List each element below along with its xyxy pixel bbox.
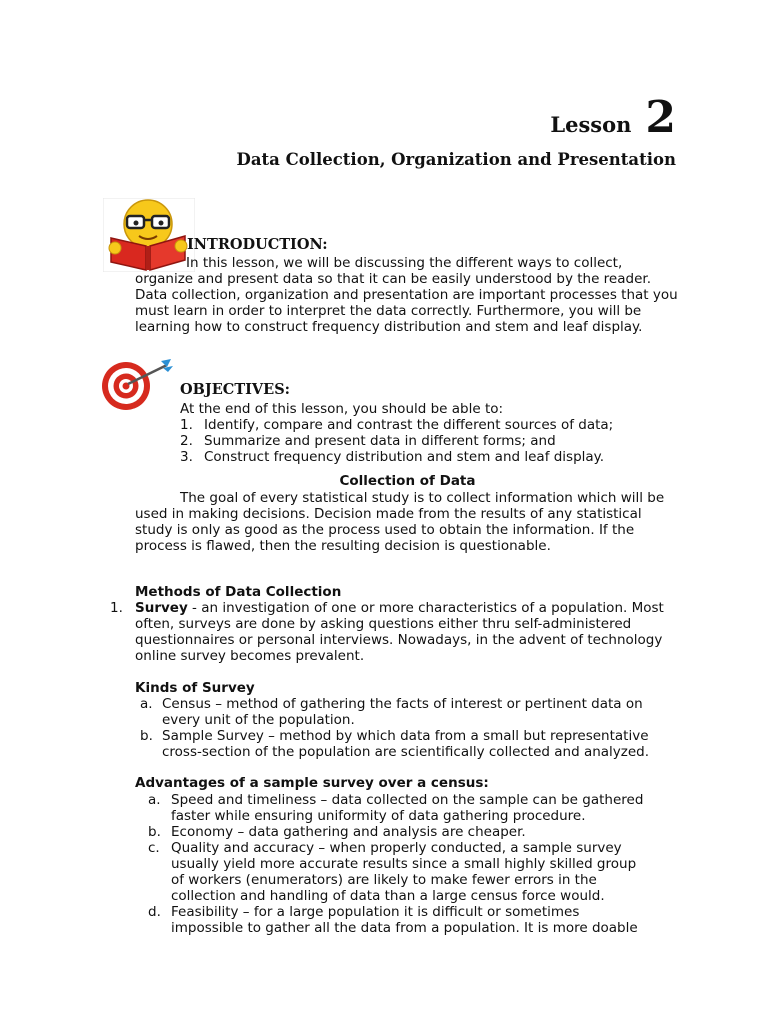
methods-item [110,600,680,664]
list-item [148,792,683,824]
advantages-heading: Advantages of a sample survey over a census: [135,775,489,791]
list-marker: 3. [180,449,193,465]
list-text: Feasibility – for a large population it is difficult or sometimes impossible to gather all the data from a population. It is more doable [171,904,638,936]
list-item [180,449,680,465]
list-text: Summarize and present data in different forms; and [204,433,556,449]
list-item [148,824,683,840]
lesson-title: Data Collection, Organization and Presentation [236,150,676,169]
survey-definition: - an investigation of one or more characteristics of a population. Most often, surveys are done by asking questions either thru self-administered questionnaires or personal interviews. Nowadays, in the advent of technology online survey becomes prevalent. [135,600,664,664]
list-item [180,433,680,449]
advantages-list [148,792,683,936]
list-item [140,696,685,728]
list-marker: 1. [110,600,123,616]
introduction-text: In this lesson, we will be discussing the different ways to collect, organize and present data so that it can be easily understood by the reader. Data collection, organization and presentation are important processes that you must learn in order to interpret the data correctly. Furthermore, you will be learning how to construct frequency distribution and stem and leaf display. [135,255,678,335]
list-item [180,417,680,433]
list-item [148,904,683,936]
lesson-number: 2 [645,92,676,143]
kinds-list [140,696,685,760]
list-marker: 2. [180,433,193,449]
collection-heading: Collection of Data [339,473,476,489]
list-marker: b. [140,728,153,744]
list-marker: 1. [180,417,193,433]
list-text: Sample Survey – method by which data from a small but representative cross-section of the population are scientifically collected and analyzed. [162,728,650,760]
list-text: Identify, compare and contrast the different sources of data; [204,417,614,433]
list-item [140,728,685,760]
collection-text: The goal of every statistical study is to collect information which will be used in making decisions. Decision made from the results of any statistical study is only as good as the process used to obtain the information. If the process is flawed, then the resulting decision is questionable. [135,490,665,554]
introduction-heading: INTRODUCTION: [187,236,328,253]
list-item [148,840,683,904]
list-marker: a. [140,696,153,712]
kinds-heading: Kinds of Survey [135,680,255,696]
list-text: Economy – data gathering and analysis are cheaper. [171,824,526,840]
objectives-heading: OBJECTIVES: [180,381,291,398]
list-text: Speed and timeliness – data collected on the sample can be gathered faster while ensuring uniformity of data gathering procedure. [171,792,644,824]
objectives-list [180,417,680,465]
methods-heading: Methods of Data Collection [135,584,342,600]
target-icon [99,359,175,411]
list-text: Quality and accuracy – when properly conducted, a sample survey usually yield more accurate results since a small highly skilled group of workers (enumerators) are likely to make fewer errors in the collection and handling of data than a large census force would. [171,840,637,904]
survey-term: Survey [135,600,188,616]
lesson-label [550,92,676,143]
list-marker: a. [148,792,161,808]
list-text: Construct frequency distribution and stem and leaf display. [204,449,605,465]
objectives-lead: At the end of this lesson, you should be able to: [180,401,504,417]
list-text: Census – method of gathering the facts of interest or pertinent data on every unit of the population. [162,696,643,728]
list-marker: d. [148,904,161,920]
lesson-word: Lesson [550,112,632,137]
list-marker: b. [148,824,161,840]
list-marker: c. [148,840,160,856]
